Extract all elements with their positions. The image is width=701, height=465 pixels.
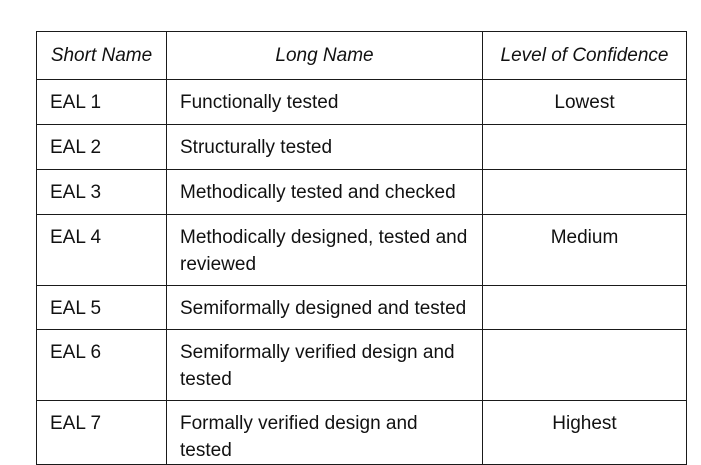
confidence-cell [483, 330, 687, 401]
header-short-name: Short Name [37, 32, 167, 80]
header-row [37, 32, 687, 80]
eal-table [36, 31, 687, 465]
table-row [37, 215, 687, 286]
header-level-of-confidence: Level of Confidence [483, 32, 687, 80]
short-name-cell: EAL 5 [37, 286, 167, 330]
confidence-cell [483, 125, 687, 170]
long-name-cell: Semiformally verified design and tested [167, 330, 483, 401]
long-name-cell: Methodically designed, tested and reviewed [167, 215, 483, 286]
short-name-cell: EAL 4 [37, 215, 167, 286]
header-long-name: Long Name [167, 32, 483, 80]
table-row [37, 286, 687, 330]
table-row [37, 401, 687, 465]
short-name-cell: EAL 1 [37, 80, 167, 125]
short-name-cell: EAL 6 [37, 330, 167, 401]
confidence-cell: Highest [483, 401, 687, 465]
short-name-cell: EAL 7 [37, 401, 167, 465]
table-row [37, 170, 687, 215]
table-row [37, 80, 687, 125]
long-name-cell: Structurally tested [167, 125, 483, 170]
short-name-cell: EAL 3 [37, 170, 167, 215]
confidence-cell [483, 170, 687, 215]
confidence-cell: Medium [483, 215, 687, 286]
table-row [37, 330, 687, 401]
long-name-cell: Formally verified design and tested [167, 401, 483, 465]
confidence-cell [483, 286, 687, 330]
long-name-cell: Semiformally designed and tested [167, 286, 483, 330]
short-name-cell: EAL 2 [37, 125, 167, 170]
long-name-cell: Methodically tested and checked [167, 170, 483, 215]
confidence-cell: Lowest [483, 80, 687, 125]
table-row [37, 125, 687, 170]
long-name-cell: Functionally tested [167, 80, 483, 125]
